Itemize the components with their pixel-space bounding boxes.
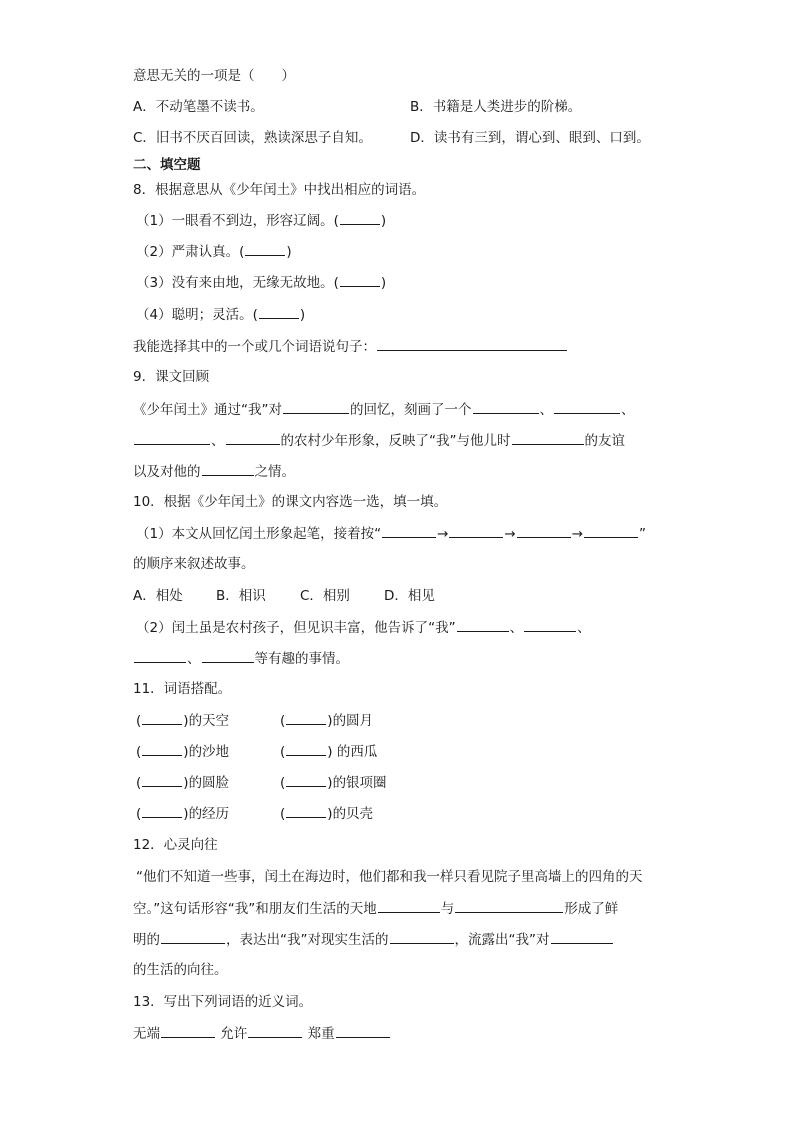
q7-option-a: A．不动笔墨不读书。 <box>133 99 264 115</box>
blank[interactable] <box>584 523 638 538</box>
q13-words: 无端 允许 郑重 <box>133 1023 391 1044</box>
blank[interactable] <box>390 929 454 944</box>
q10-part2-cont: 、 等有趣的事情。 <box>133 648 349 669</box>
blank[interactable] <box>457 617 509 632</box>
blank[interactable] <box>340 273 380 287</box>
q7-option-d: D．读书有三到，谓心到、眼到、口到。 <box>410 130 650 146</box>
q11-right-4: ( )的贝壳 <box>280 806 374 822</box>
q8-item-2: （2）严肃认真。( ) <box>136 244 292 260</box>
q12-line-1: “他们不知道一些事，闰土在海边时，他们都和我一样只看见院子里高墙上的四角的天 <box>136 869 643 885</box>
blank[interactable] <box>551 929 613 944</box>
q11-left-1: ( )的天空 <box>136 713 230 729</box>
q12-stem: 12．心灵向往 <box>133 837 218 853</box>
blank[interactable] <box>245 242 285 256</box>
blank[interactable] <box>473 399 539 414</box>
blank[interactable] <box>283 399 349 414</box>
q11-left-4: ( )的经历 <box>136 806 230 822</box>
blank[interactable] <box>142 773 182 787</box>
blank[interactable] <box>378 898 440 913</box>
q9-line-1: 《少年闰土》通过“我”对 的回忆，刻画了一个 、 、 <box>133 399 635 420</box>
blank[interactable] <box>286 773 326 787</box>
q8-item-1: （1）一眼看不到边，形容辽阔。( ) <box>136 213 387 229</box>
q8-sentence-prompt: 我能选择其中的一个或几个词语说句子： <box>133 336 568 357</box>
q7-stem: 意思无关的一项是（ ） <box>133 68 295 84</box>
blank[interactable] <box>340 211 380 225</box>
q10-part1: （1）本文从回忆闰土形象起笔，接着按“ → → → ” <box>136 523 646 544</box>
q9-line-2: 、 的农村少年形象，反映了“我”与他儿时 的友谊 <box>133 430 625 451</box>
blank[interactable] <box>142 804 182 818</box>
q11-stem: 11．词语搭配。 <box>133 681 232 697</box>
blank[interactable] <box>512 430 584 445</box>
q8-item-4: （4）聪明；灵活。( ) <box>136 307 306 323</box>
blank[interactable] <box>142 711 182 725</box>
blank[interactable] <box>202 461 254 476</box>
q12-line-4: 的生活的向往。 <box>133 962 228 978</box>
q10-option-a: A．相处 <box>133 588 183 604</box>
q12-line-3: 明的 ，表达出“我”对现实生活的 ，流露出“我”对 <box>133 929 614 950</box>
q10-part2: （2）闰土虽是农村孩子，但见识丰富，他告诉了“我” 、 、 <box>136 617 591 638</box>
q10-option-c: C．相别 <box>300 588 350 604</box>
q8-stem: 8．根据意思从《少年闰土》中找出相应的词语。 <box>133 182 426 198</box>
blank[interactable] <box>134 648 186 663</box>
q10-option-d: D．相见 <box>384 588 435 604</box>
blank[interactable] <box>382 523 436 538</box>
q11-right-2: ( ) 的西瓜 <box>280 744 378 760</box>
blank[interactable] <box>134 430 210 445</box>
q11-right-1: ( )的圆月 <box>280 713 374 729</box>
blank[interactable] <box>517 523 571 538</box>
blank[interactable] <box>524 617 576 632</box>
q7-option-c: C．旧书不厌百回读，熟读深思子自知。 <box>133 130 372 146</box>
q12-line-2: 空。”这句话形容“我”和朋友们生活的天地 与 形成了鲜 <box>133 898 618 919</box>
blank[interactable] <box>161 929 225 944</box>
blank[interactable] <box>455 898 563 913</box>
q7-option-b: B．书籍是人类进步的阶梯。 <box>410 99 582 115</box>
q11-left-3: ( )的圆脸 <box>136 775 230 791</box>
sentence-blank[interactable] <box>377 336 567 351</box>
section-title: 二、填空题 <box>133 157 201 173</box>
blank[interactable] <box>202 648 254 663</box>
q13-stem: 13．写出下列词语的近义词。 <box>133 994 313 1010</box>
q11-right-3: ( )的银项圈 <box>280 775 387 791</box>
blank[interactable] <box>336 1023 390 1038</box>
blank[interactable] <box>259 305 299 319</box>
blank[interactable] <box>248 1023 302 1038</box>
blank[interactable] <box>161 1023 215 1038</box>
blank[interactable] <box>286 742 326 756</box>
blank[interactable] <box>226 430 280 445</box>
blank[interactable] <box>286 804 326 818</box>
blank[interactable] <box>449 523 503 538</box>
q10-stem: 10．根据《少年闰土》的课文内容选一选，填一填。 <box>133 494 448 510</box>
q8-item-3: （3）没有来由地，无缘无故地。( ) <box>136 275 387 291</box>
blank[interactable] <box>554 399 620 414</box>
q10-part1-cont: 的顺序来叙述故事。 <box>133 556 255 572</box>
q9-line-3: 以及对他的 之情。 <box>133 461 295 482</box>
q10-option-b: B．相识 <box>216 588 266 604</box>
blank[interactable] <box>286 711 326 725</box>
q11-left-2: ( )的沙地 <box>136 744 230 760</box>
blank[interactable] <box>142 742 182 756</box>
q9-stem: 9．课文回顾 <box>133 369 210 385</box>
